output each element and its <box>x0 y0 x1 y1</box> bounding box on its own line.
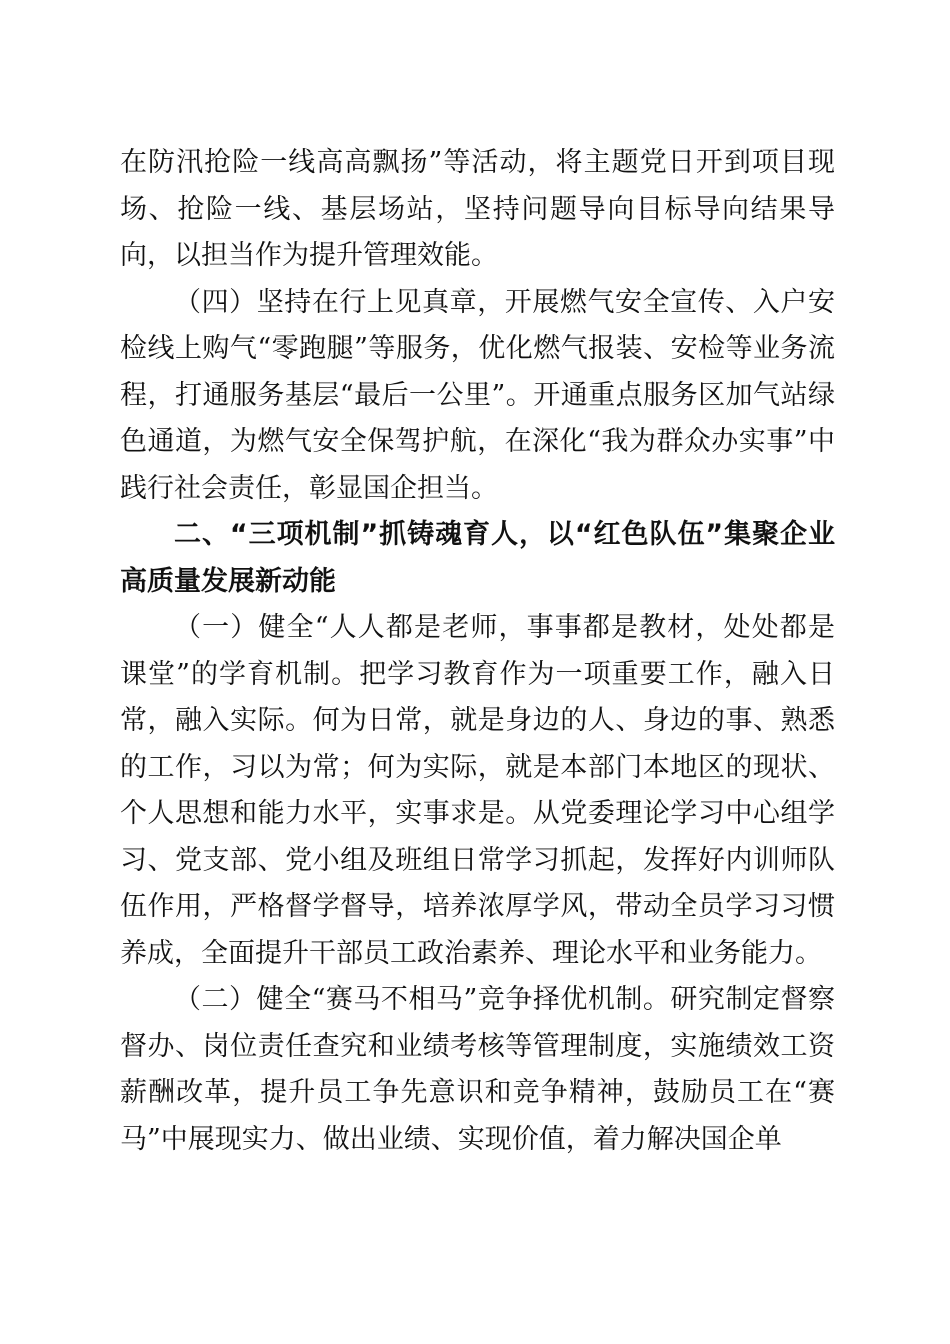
section-heading-2: 二、“三项机制”抓铸魂育人，以“红色队伍”集聚企业高质量发展新动能 <box>120 519 835 597</box>
document-body <box>120 140 835 1163</box>
paragraph-subsection-1: （一）健全“人人都是老师，事事都是教材，处处都是课堂”的学育机制。把学习教育作为一项重要工作，融入日常，融入实际。何为日常，就是身边的人、身边的事、熟悉的工作，习以为常；何为实际，就是本部门本地区的现状、个人思想和能力水平，实事求是。从党委理论学习中心组学习、党支部、党小组及班组日常学习抓起，发挥好内训师队伍作用，严格督学督导，培养浓厚学风，带动全员学习习惯养成，全面提升干部员工政治素养、理论水平和业务能力。 <box>120 612 835 969</box>
paragraph-continuation: 在防汛抢险一线高高飘扬”等活动，将主题党日开到项目现场、抢险一线、基层场站，坚持问题导向目标导向结果导向，以担当作为提升管理效能。 <box>120 147 835 271</box>
paragraph-subsection-2: （二）健全“赛马不相马”竞争择优机制。研究制定督察督办、岗位责任查究和业绩考核等管理制度，实施绩效工资薪酬改革，提升员工争先意识和竞争精神，鼓励员工在“赛马”中展现实力、做出业绩、实现价值，着力解决国企单 <box>120 984 835 1155</box>
paragraph-section-4: （四）坚持在行上见真章，开展燃气安全宣传、入户安检线上购气“零跑腿”等服务，优化燃气报装、安检等业务流程，打通服务基层“最后一公里”。开通重点服务区加气站绿色通道，为燃气安全保驾护航，在深化“我为群众办实事”中践行社会责任，彰显国企担当。 <box>120 286 835 504</box>
